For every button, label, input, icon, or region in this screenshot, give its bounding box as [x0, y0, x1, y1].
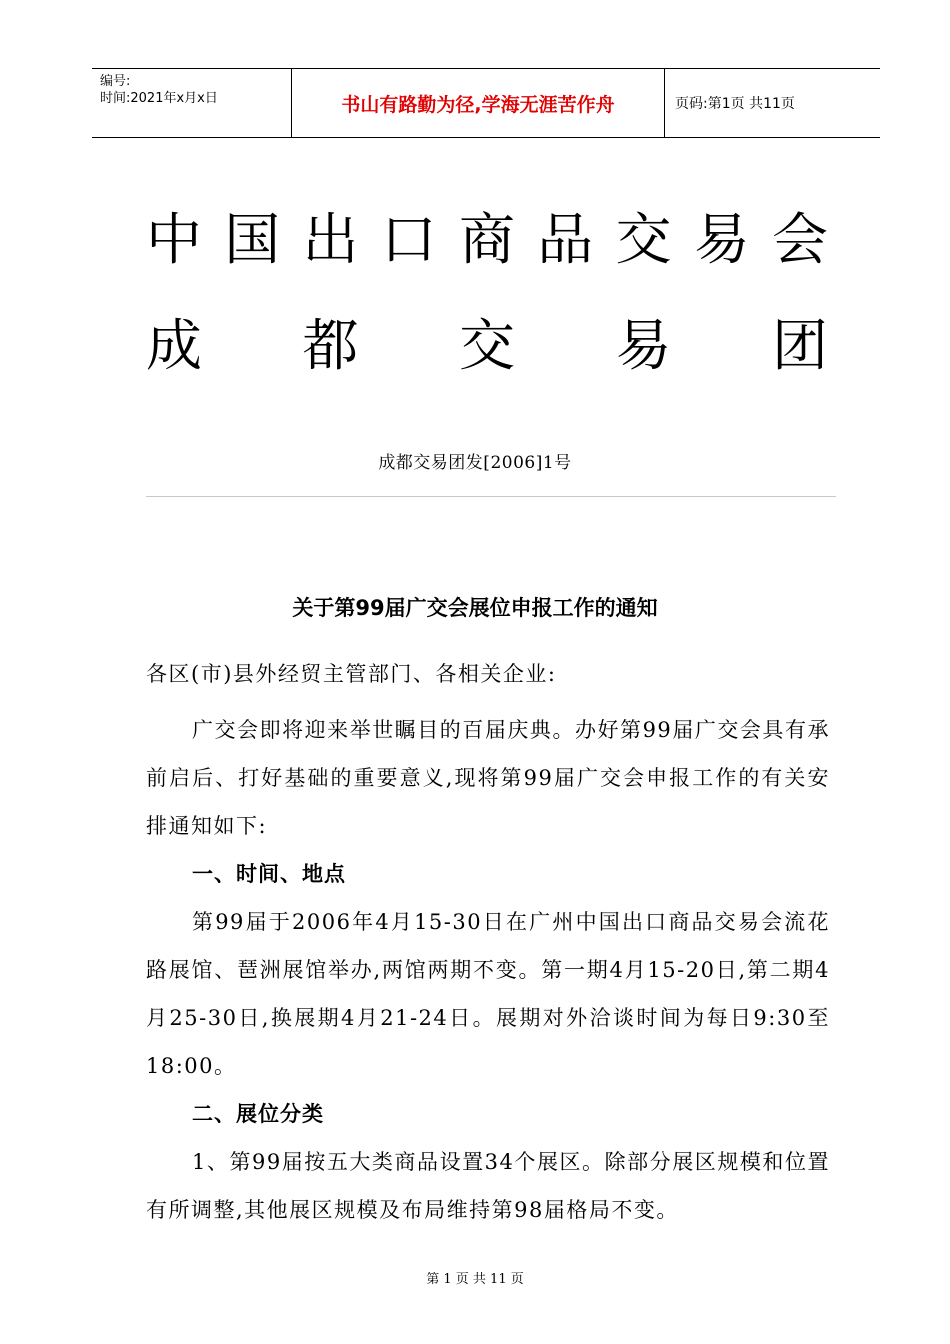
divider-line — [146, 496, 836, 497]
org-name-line2 — [146, 312, 828, 382]
header-page-info: 页码:第1页 共11页 — [675, 96, 795, 112]
header-motto: 书山有路勤为径,学海无涯苦作舟 — [292, 69, 665, 137]
intro-paragraph: 广交会即将迎来举世瞩目的百届庆典。办好第99届广交会具有承前启后、打好基础的重要意义,现将第99届广交会申报工作的有关安排通知如下: — [146, 718, 830, 838]
notice-title: 关于第99届广交会展位申报工作的通知 — [292, 596, 658, 620]
org-char: 国 — [224, 208, 281, 273]
addressee: 各区(市)县外经贸主管部门、各相关企业: — [146, 662, 557, 686]
header-meta — [92, 69, 292, 137]
org-char: 成 — [146, 314, 202, 379]
document-number: 成都交易团发[2006]1号 — [378, 453, 572, 473]
section-booth-types-paragraph: 1、第99届按五大类商品设置34个展区。除部分展区规模和位置有所调整,其他展区规模及布局维持第98届格局不变。 — [146, 1150, 830, 1222]
org-char: 品 — [537, 208, 594, 273]
section-time-place-paragraph: 第99届于2006年4月15-30日在广州中国出口商品交易会流花路展馆、琶洲展馆举办,两馆两期不变。第一期4月15-20日,第二期4月25-30日,换展期4月21-24日。展期对外洽谈时间为每日9:30至18:00。 — [146, 910, 830, 1078]
notice-body — [146, 650, 830, 1234]
org-char: 易 — [693, 208, 750, 273]
org-name-line1 — [146, 206, 828, 276]
org-char: 中 — [146, 208, 202, 273]
org-char: 交 — [459, 314, 515, 379]
org-char: 商 — [459, 208, 515, 273]
org-char: 都 — [302, 314, 359, 379]
org-char: 口 — [380, 208, 437, 273]
section-heading-time-place: 一、时间、地点 — [192, 862, 346, 886]
page-header — [92, 68, 880, 138]
org-char: 交 — [615, 208, 672, 273]
org-char: 易 — [615, 314, 672, 379]
section-heading-booth-types: 二、展位分类 — [192, 1102, 324, 1126]
time-label: 时间:2021年x月x日 — [100, 91, 218, 106]
org-char: 出 — [302, 208, 359, 273]
org-char: 团 — [772, 314, 828, 379]
number-label: 编号: — [100, 74, 131, 89]
org-char: 会 — [772, 208, 828, 273]
page-footer: 第 1 页 共 11 页 — [426, 1272, 524, 1287]
